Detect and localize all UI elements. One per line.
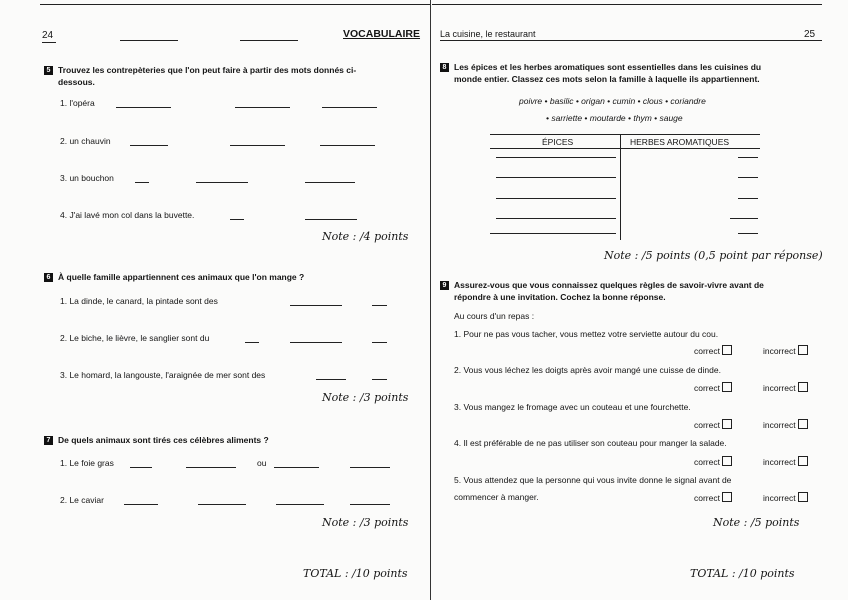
option-label: correct [694,493,720,503]
answer-line[interactable] [496,198,616,199]
page-number-left: 24 [42,30,54,41]
exercise-9-title-line1: Assurez-vous que vous connaissez quelques règles de savoir-vivre avant de [454,280,764,290]
exercise-5-item-1: 1. l'opéra [60,98,95,108]
section-header-cuisine: La cuisine, le restaurant [440,29,536,39]
answer-line[interactable] [372,379,387,380]
table-column-divider [620,134,621,240]
table-header-border [490,148,760,149]
header-blank-1 [120,40,178,41]
option-label: incorrect [763,493,796,503]
exercise-9-item-4: 4. Il est préférable de ne pas utiliser son couteau pour manger la salade. [454,438,727,448]
answer-line[interactable] [490,233,616,234]
answer-line[interactable] [130,145,168,146]
checkbox[interactable] [798,345,808,355]
checkbox[interactable] [798,419,808,429]
answer-line[interactable] [230,145,285,146]
column-header-epices: ÉPICES [542,137,574,147]
answer-line[interactable] [320,145,375,146]
exercise-7-score: Note : /3 points [322,516,409,529]
page-gutter [430,0,431,600]
answer-line[interactable] [235,107,290,108]
right-page-total: TOTAL : /10 points [690,567,795,580]
exercise-5-item-4: 4. J'ai lavé mon col dans la buvette. [60,210,195,220]
exercise-7-item-2: 2. Le caviar [60,495,104,505]
checkbox[interactable] [798,382,808,392]
answer-line[interactable] [305,182,355,183]
left-page-total: TOTAL : /10 points [303,567,408,580]
exercise-8-badge: 8 [440,63,449,72]
option-correct[interactable] [694,492,732,503]
option-label: correct [694,346,720,356]
answer-line[interactable] [245,342,259,343]
exercise-9-item-1: 1. Pour ne pas vous tacher, vous mettez votre serviette autour du cou. [454,329,719,339]
word-bank-line1: poivre • basilic • origan • cumin • clous • coriandre [519,96,706,106]
checkbox[interactable] [722,419,732,429]
answer-line[interactable] [350,467,390,468]
answer-line[interactable] [198,504,246,505]
exercise-5-title-line2: dessous. [58,77,95,87]
answer-line[interactable] [290,342,342,343]
exercise-5-score: Note : /4 points [322,230,409,243]
exercise-8-title-line1: Les épices et les herbes aromatiques sont essentielles dans les cuisines du [454,62,762,72]
exercise-7-item-1: 1. Le foie gras [60,458,114,468]
option-label: correct [694,457,720,467]
word-bank-line2: • sarriette • moutarde • thym • sauge [546,113,683,123]
checkbox[interactable] [722,456,732,466]
exercise-6-item-2: 2. Le biche, le lièvre, le sanglier sont du [60,333,210,343]
answer-line[interactable] [496,177,616,178]
answer-line[interactable] [130,467,152,468]
exercise-9-badge: 9 [440,281,449,290]
option-incorrect[interactable] [763,382,808,393]
answer-line[interactable] [135,182,149,183]
answer-line[interactable] [350,504,390,505]
option-correct[interactable] [694,382,732,393]
option-incorrect[interactable] [763,492,808,503]
answer-line[interactable] [322,107,377,108]
table-top-border [490,134,760,135]
checkbox[interactable] [722,345,732,355]
answer-line[interactable] [290,305,342,306]
section-header-vocabulaire: VOCABULAIRE [343,28,421,40]
exercise-6-item-3: 3. Le homard, la langouste, l'araignée de mer sont des [60,370,266,380]
exercise-9-item-5-line2: commencer à manger. [454,492,539,502]
exercise-7-or: ou [257,458,267,468]
option-incorrect[interactable] [763,419,808,430]
exercise-5-item-2: 2. un chauvin [60,136,111,146]
answer-line[interactable] [738,177,758,178]
exercise-9-item-5: 5. Vous attendez que la personne qui vous invite donne le signal avant de [454,475,732,485]
top-rule-left [40,4,430,5]
exercise-9-item-2: 2. Vous vous léchez les doigts après avoir mangé une cuisse de dinde. [454,365,721,375]
exercise-7-badge: 7 [44,436,53,445]
exercise-8-title-line2: monde entier. Classez ces mots selon la famille à laquelle ils appartiennent. [454,74,760,84]
header-rule-right [440,40,822,41]
answer-line[interactable] [116,107,171,108]
exercise-9-title-line2: répondre à une invitation. Cochez la bonne réponse. [454,292,666,302]
page-number-underline [42,42,56,43]
exercise-5-title-line1: Trouvez les contrepèteries que l'on peut faire à partir des mots donnés ci- [58,65,357,75]
exercise-9-item-3: 3. Vous mangez le fromage avec un couteau et une fourchette. [454,402,691,412]
answer-line[interactable] [124,504,158,505]
option-incorrect[interactable] [763,456,808,467]
answer-line[interactable] [372,305,387,306]
answer-line[interactable] [738,233,758,234]
page-number-right: 25 [804,29,816,40]
answer-line[interactable] [274,467,319,468]
column-header-herbes: HERBES AROMATIQUES [630,137,730,147]
exercise-7-title: De quels animaux sont tirés ces célèbres aliments ? [58,435,269,445]
option-correct[interactable] [694,419,732,430]
answer-line[interactable] [316,379,346,380]
answer-line[interactable] [186,467,236,468]
answer-line[interactable] [196,182,248,183]
answer-line[interactable] [496,218,616,219]
exercise-9-score: Note : /5 points [713,516,800,529]
answer-line[interactable] [276,504,324,505]
answer-line[interactable] [496,157,616,158]
option-label: incorrect [763,420,796,430]
option-correct[interactable] [694,345,732,356]
checkbox[interactable] [798,456,808,466]
answer-line[interactable] [730,218,758,219]
answer-line[interactable] [738,198,758,199]
top-rule-right [432,4,822,5]
option-incorrect[interactable] [763,345,808,356]
exercise-5-item-3: 3. un bouchon [60,173,114,183]
exercise-9-intro: Au cours d'un repas : [454,311,535,321]
checkbox[interactable] [722,382,732,392]
exercise-6-badge: 6 [44,273,53,282]
header-blank-2 [240,40,298,41]
option-label: incorrect [763,457,796,467]
option-label: correct [694,420,720,430]
exercise-6-score: Note : /3 points [322,391,409,404]
exercise-5-badge: 5 [44,66,53,75]
answer-line[interactable] [372,342,387,343]
classification-table [490,134,760,240]
option-label: incorrect [763,346,796,356]
option-label: correct [694,383,720,393]
option-label: incorrect [763,383,796,393]
option-correct[interactable] [694,456,732,467]
answer-line[interactable] [305,219,357,220]
answer-line[interactable] [230,219,244,220]
exercise-6-item-1: 1. La dinde, le canard, la pintade sont des [60,296,218,306]
answer-line[interactable] [738,157,758,158]
checkbox[interactable] [798,492,808,502]
exercise-6-title: À quelle famille appartiennent ces animaux que l'on mange ? [58,272,305,282]
exercise-8-score: Note : /5 points (0,5 point par réponse) [604,249,823,262]
checkbox[interactable] [722,492,732,502]
